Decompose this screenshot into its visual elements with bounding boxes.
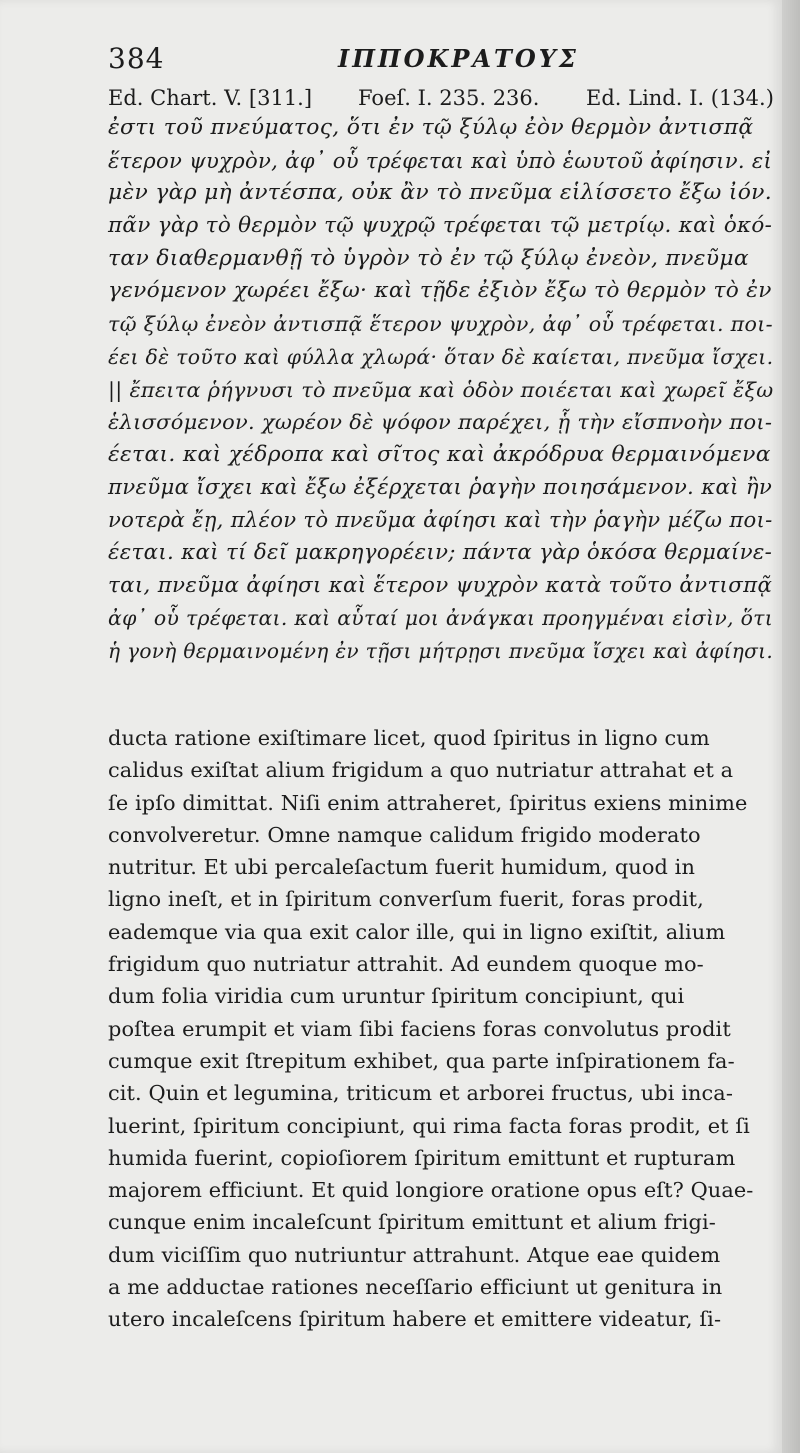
greek-text-line: τῷ ξύλῳ ἐνεὸν ἀντισπᾷ ἕτερον ψυχρὸν, ἀφ᾽ οὗ τρέφεται. ποι- <box>108 312 773 337</box>
latin-text-line: cumque exit ſtrepitum exhibet, qua parte inſpirationem fa- <box>108 1048 735 1073</box>
greek-text-line: ἡ γονὴ θερμαινομένη ἐν τῇσι μήτρῃσι πνεῦμα ἴσχει καὶ ἀφίησι. <box>108 639 774 663</box>
latin-text-line: cit. Quin et legumina, triticum et arborei fructus, ubi inca- <box>108 1081 733 1106</box>
latin-text-line: cunque enim incaleſcunt ſpiritum emittunt et alium frigi- <box>108 1210 716 1235</box>
latin-text-line: humida fuerint, copioſiorem ſpiritum emittunt et rupturam <box>108 1145 736 1170</box>
latin-text-line: nutritur. Et ubi percaleſactum fuerit humidum, quod in <box>108 855 695 880</box>
latin-text-line: majorem efficiunt. Et quid longiore oratione opus eſt? Quae- <box>108 1178 754 1203</box>
greek-text-line: πᾶν γὰρ τὸ θερμὸν τῷ ψυχρῷ τρέφεται τῷ μετρίῳ. καὶ ὁκό- <box>108 213 773 239</box>
greek-text-line: έεται. καὶ χέδροπα καὶ σῖτος καὶ ἀκρόδρυα θερμαινόμενα <box>108 441 771 467</box>
latin-text-line: frigidum quo nutriatur attrahit. Ad eundem quoque mo- <box>108 952 704 977</box>
greek-text-line: || ἔπειτα ῥήγνυσι τὸ πνεῦμα καὶ ὁδὸν ποιέεται καὶ χωρεῖ ἔξω <box>108 377 774 402</box>
latin-text-line: eademque via qua exit calor ille, qui in ligno exiſtit, alium <box>108 919 726 944</box>
page-edge <box>782 0 800 1453</box>
greek-text-line: ἐστι τοῦ πνεύματος, ὅτι ἐν τῷ ξύλῳ ἐὸν θερμὸν ἀντισπᾷ <box>108 115 754 140</box>
edition-chartier: Ed. Chart. V. [311.] <box>108 86 313 110</box>
greek-text-line: ἀφ᾽ οὗ τρέφεται. καὶ αὗταί μοι ἀνάγκαι προηγμέναι εἰσὶν, ὅτι <box>108 606 774 631</box>
greek-text-line: έεται. καὶ τί δεῖ μακρηγορέειν; πάντα γὰρ ὁκόσα θερμαίνε- <box>108 539 773 565</box>
latin-text-line: ſe ipſo dimittat. Niſi enim attraheret, ſpiritus exiens minime <box>108 790 748 815</box>
greek-text <box>108 112 776 668</box>
greek-text-line: ἕτερον ψυχρὸν, ἀφ᾽ οὗ τρέφεται καὶ ὑπὸ ἑωυτοῦ ἀφίησιν. εἰ <box>108 147 773 173</box>
greek-text-line: ταν διαθερμανθῇ τὸ ὑγρὸν τὸ ἐν τῷ ξύλῳ ἐνεὸν, πνεῦμα <box>108 245 749 271</box>
greek-text-line: πνεῦμα ἴσχει καὶ ἔξω ἐξέρχεται ῥαγὴν ποιησάμενον. καὶ ἢν <box>108 474 773 500</box>
latin-text-line: ligno ineſt, et in ſpiritum converſum fuerit, foras prodit, <box>108 887 704 912</box>
greek-text-line: μὲν γὰρ μὴ ἀντέσπα, οὐκ ἂν τὸ πνεῦμα εἱλίσσετο ἔξω ἰόν. <box>108 180 772 206</box>
greek-text-line: ἑλισσόμενον. χωρέον δὲ ψόφον παρέχει, ᾗ τὴν εἴσπνοὴν ποι- <box>108 410 773 435</box>
running-head: ΙΠΠΟΚΡΑΤΟΥΣ <box>338 44 579 73</box>
latin-text-line: luerint, ſpiritum concipiunt, qui rima facta foras prodit, et ſi <box>108 1113 750 1138</box>
edition-foesius: Foeſ. I. 235. 236. <box>358 86 540 110</box>
latin-text-line: utero incaleſcens ſpiritum habere et emittere videatur, ſi- <box>108 1307 722 1332</box>
latin-text-line: dum folia viridia cum uruntur ſpiritum concipiunt, qui <box>108 984 685 1009</box>
latin-text-line: convolveretur. Omne namque calidum frigido moderato <box>108 822 701 847</box>
latin-text-line: dum viciſſim quo nutriuntur attrahunt. Atque eae quidem <box>108 1242 721 1267</box>
greek-text-line: ται, πνεῦμα ἀφίησι καὶ ἕτερον ψυχρὸν κατὰ τοῦτο ἀντισπᾷ <box>108 572 773 598</box>
greek-text-line: έει δὲ τοῦτο καὶ φύλλα χλωρά· ὅταν δὲ καίεται, πνεῦμα ἴσχει. <box>108 344 774 369</box>
page-number: 384 <box>108 42 165 75</box>
edition-linden: Ed. Lind. I. (134.) <box>586 86 774 110</box>
greek-text-line: γενόμενον χωρέει ἔξω· καὶ τῇδε ἐξιὸν ἔξω τὸ θερμὸν τὸ ἐν <box>108 278 772 304</box>
latin-text-line: a me adductae rationes neceſſario efficiunt ut genitura in <box>108 1275 723 1300</box>
latin-text-line: ducta ratione exiſtimare licet, quod ſpiritus in ligno cum <box>108 726 710 750</box>
page-header <box>108 42 768 82</box>
latin-text-line: poſtea erumpit et viam ſibi faciens foras convolutus prodit <box>108 1016 731 1041</box>
latin-translation <box>108 722 776 1336</box>
greek-text-line: νοτερὰ ἔῃ, πλέον τὸ πνεῦμα ἀφίησι καὶ τὴν ῥαγὴν μέζω ποι- <box>108 507 773 533</box>
latin-text-line: calidus exiſtat alium frigidum a quo nutriatur attrahat et a <box>108 758 734 783</box>
